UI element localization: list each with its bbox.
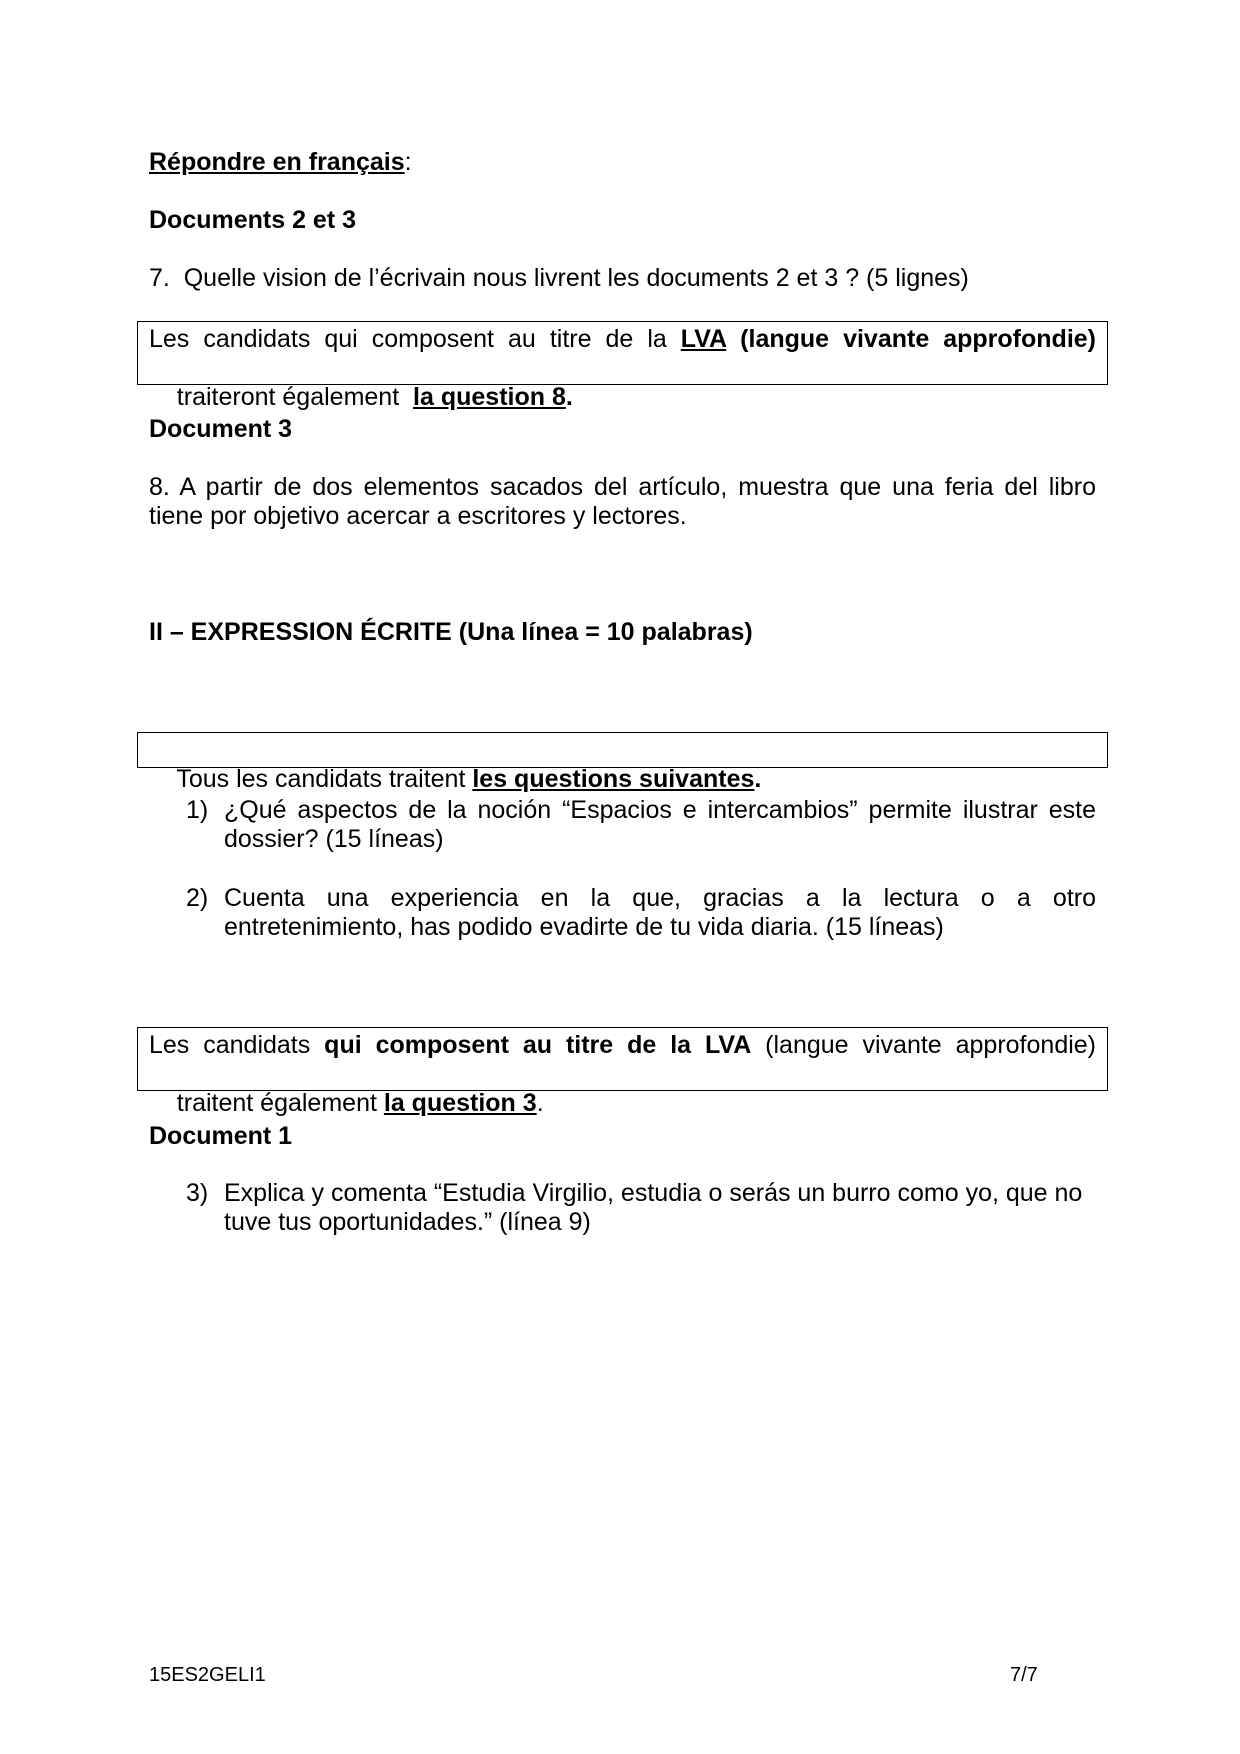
lva-notice-box-1 xyxy=(137,321,1108,411)
expression-question-1 xyxy=(186,796,1096,854)
lva-notice-2-line1: Les candidats qui composent au titre de la LVA (langue vivante approfondie) xyxy=(149,1031,1097,1059)
question-1-number: 1) xyxy=(186,796,209,824)
question-1-line1: ¿Qué aspectos de la noción “Espacios e intercambios” permite ilustrar este xyxy=(224,796,1096,824)
lva-question-3 xyxy=(186,1179,1096,1237)
section-title-doc1: Document 1 xyxy=(149,1122,293,1150)
question-1-line2: dossier? (15 líneas) xyxy=(224,825,444,853)
lva-notice-1-line1: Les candidats qui composent au titre de la LVA (langue vivante approfondie) xyxy=(149,325,1097,353)
question-7: 7. Quelle vision de l’écrivain nous livrent les documents 2 et 3 ? (5 lignes) xyxy=(149,264,969,292)
expression-question-2 xyxy=(186,884,1096,942)
section-title-doc3: Document 3 xyxy=(149,415,293,443)
footer-code: 15ES2GELI1 xyxy=(149,1664,266,1686)
question-3-line1: Explica y comenta “Estudia Virgilio, estudia o serás un burro como yo, que no xyxy=(224,1179,1083,1207)
question-8-line2: tiene por objetivo acercar a escritores y lectores. xyxy=(149,502,687,530)
question-2-number: 2) xyxy=(186,884,209,912)
question-8-line1: 8. A partir de dos elementos sacados del artículo, muestra que una feria del libro xyxy=(149,473,1096,501)
lva-notice-2-line2: traitent également la question 3. xyxy=(176,1089,544,1117)
question-2-line2: entretenimiento, has podido evadirte de tu vida diaria. (15 líneas) xyxy=(224,913,944,941)
lva-notice-box-2 xyxy=(137,1027,1108,1117)
question-8-ref: la question 8 xyxy=(413,383,566,411)
lva-label: LVA xyxy=(680,325,727,353)
question-3-ref: la question 3 xyxy=(383,1089,537,1117)
section-title-doc23: Documents 2 et 3 xyxy=(149,206,357,234)
footer-page-number: 7/7 xyxy=(1010,1664,1038,1686)
question-3-number: 3) xyxy=(186,1179,209,1207)
question-2-line1: Cuenta una experiencia en la que, gracias a la lectura o a otro xyxy=(224,884,1096,912)
questions-suivantes: les questions suivantes xyxy=(472,765,755,793)
all-candidates-text: Tous les candidats traitent les questions suivantes. xyxy=(176,765,762,793)
question-3-line2: tuve tus oportunidades.” (línea 9) xyxy=(224,1208,591,1236)
heading-repondre-colon: : xyxy=(404,148,412,176)
all-candidates-box xyxy=(137,732,1108,793)
heading-repondre xyxy=(149,148,412,177)
lva-notice-1-line2: traiteront également la question 8. xyxy=(176,383,573,411)
heading-repondre-label: Répondre en français xyxy=(149,148,405,176)
section-title-expression: II – EXPRESSION ÉCRITE (Una línea = 10 palabras) xyxy=(149,618,753,646)
